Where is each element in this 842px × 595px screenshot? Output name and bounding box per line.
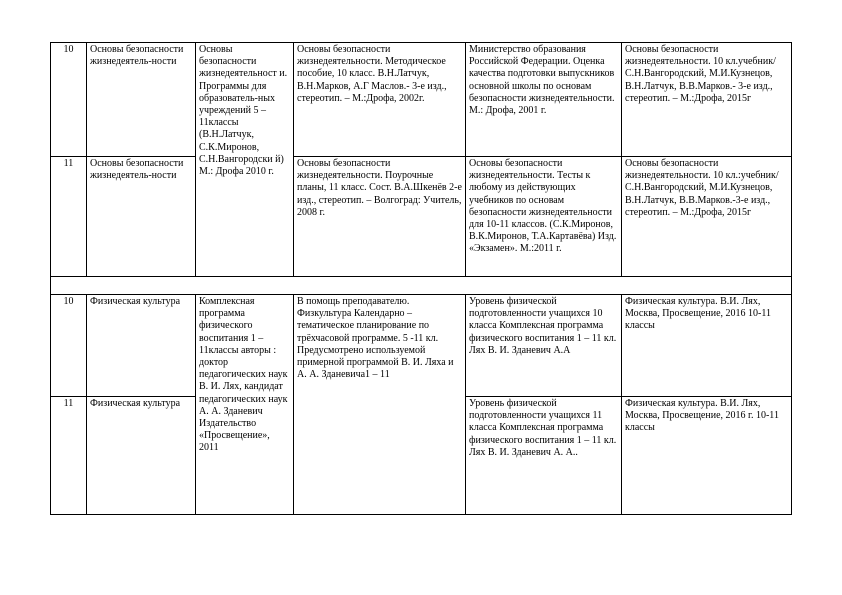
- subject-cell: Физическая культура: [87, 397, 196, 515]
- method-cell: Основы безопасности жизнедеятельности. Методическое пособие, 10 класс. В.Н.Латчук, В.Н.Марков, А.Г Маслов.- 3-е изд., стереотип. – М.:Дрофа, 2002г.: [294, 43, 466, 157]
- subject-cell: Основы безопасности жизнедеятель-ности: [87, 43, 196, 157]
- control-cell: Уровень физической подготовленности учащихся 11 класса Комплексная программа физического воспитания 1 – 11 кл. Лях В. И. Зданевич А. А..: [466, 397, 622, 515]
- control-cell: Уровень физической подготовленности учащихся 10 класса Комплексная программа физического воспитания 1 – 11 кл. Лях В. И. Зданевич А.А: [466, 295, 622, 397]
- textbook-cell: Основы безопасности жизнедеятельности. 10 кл.:учебник/ С.Н.Вангородский, М.И.Кузнецов, В.Н.Латчук, В.В.Марков.-3-е изд., стереотип. – М.:Дрофа, 2015г: [622, 157, 792, 277]
- row-number: 10: [51, 43, 87, 157]
- row-number: 11: [51, 157, 87, 277]
- program-cell: Основы безопасности жизнедеятельност и. Программы для образователь-ных учреждений 5 – 11классы (В.Н.Латчук, С.К.Миронов, С.Н.Вангородски й) М.: Дрофа 2010 г.: [196, 43, 294, 277]
- textbook-cell: Основы безопасности жизнедеятельности. 10 кл.учебник/ С.Н.Вангородский, М.И.Кузнецов, В.Н.Латчук, В.В.Марков.- 3-е изд., стереотип. – М.:Дрофа, 2015г: [622, 43, 792, 157]
- subject-cell: Основы безопасности жизнедеятель-ности: [87, 157, 196, 277]
- table-row: [51, 295, 792, 397]
- method-cell: В помощь преподавателю. Физкультура Календарно – тематическое планирование по трёхчасовой программе. 5 -11 кл. Предусмотрено используемой примерной программой В. И. Ляха и А. А. Зданевича1 – 11: [294, 295, 466, 515]
- curriculum-table: [50, 42, 792, 515]
- row-number: 11: [51, 397, 87, 515]
- control-cell: Основы безопасности жизнедеятельности. Тесты к любому из действующих учебников по основам безопасности жизнедеятельности для 10-11 классов. (С.К.Миронов, В.К.Миронов, Т.А.Картавёва) Изд. «Экзамен». М.:2011 г.: [466, 157, 622, 277]
- program-cell: Комплексная программа физического воспитания 1 – 11классы авторы : доктор педагогических наук В. И. Лях, кандидат педагогических наук А. А. Зданевич Издательство «Просвещение», 2011: [196, 295, 294, 515]
- method-cell: Основы безопасности жизнедеятельности. Поурочные планы, 11 класс. Сост. В.А.Шкенёв 2-е изд., стереотип. – Волгоград: Учитель, 2008 г.: [294, 157, 466, 277]
- table-spacer-row: [51, 277, 792, 295]
- control-cell: Министерство образования Российской Федерации. Оценка качества подготовки выпускников основной школы по основам безопасности жизнедеятельности. М.: Дрофа, 2001 г.: [466, 43, 622, 157]
- textbook-cell: Физическая культура. В.И. Лях, Москва, Просвещение, 2016 г. 10-11 классы: [622, 397, 792, 515]
- subject-cell: Физическая культура: [87, 295, 196, 397]
- row-number: 10: [51, 295, 87, 397]
- table-row: [51, 43, 792, 157]
- table-row: [51, 157, 792, 277]
- textbook-cell: Физическая культура. В.И. Лях, Москва, Просвещение, 2016 10-11 классы: [622, 295, 792, 397]
